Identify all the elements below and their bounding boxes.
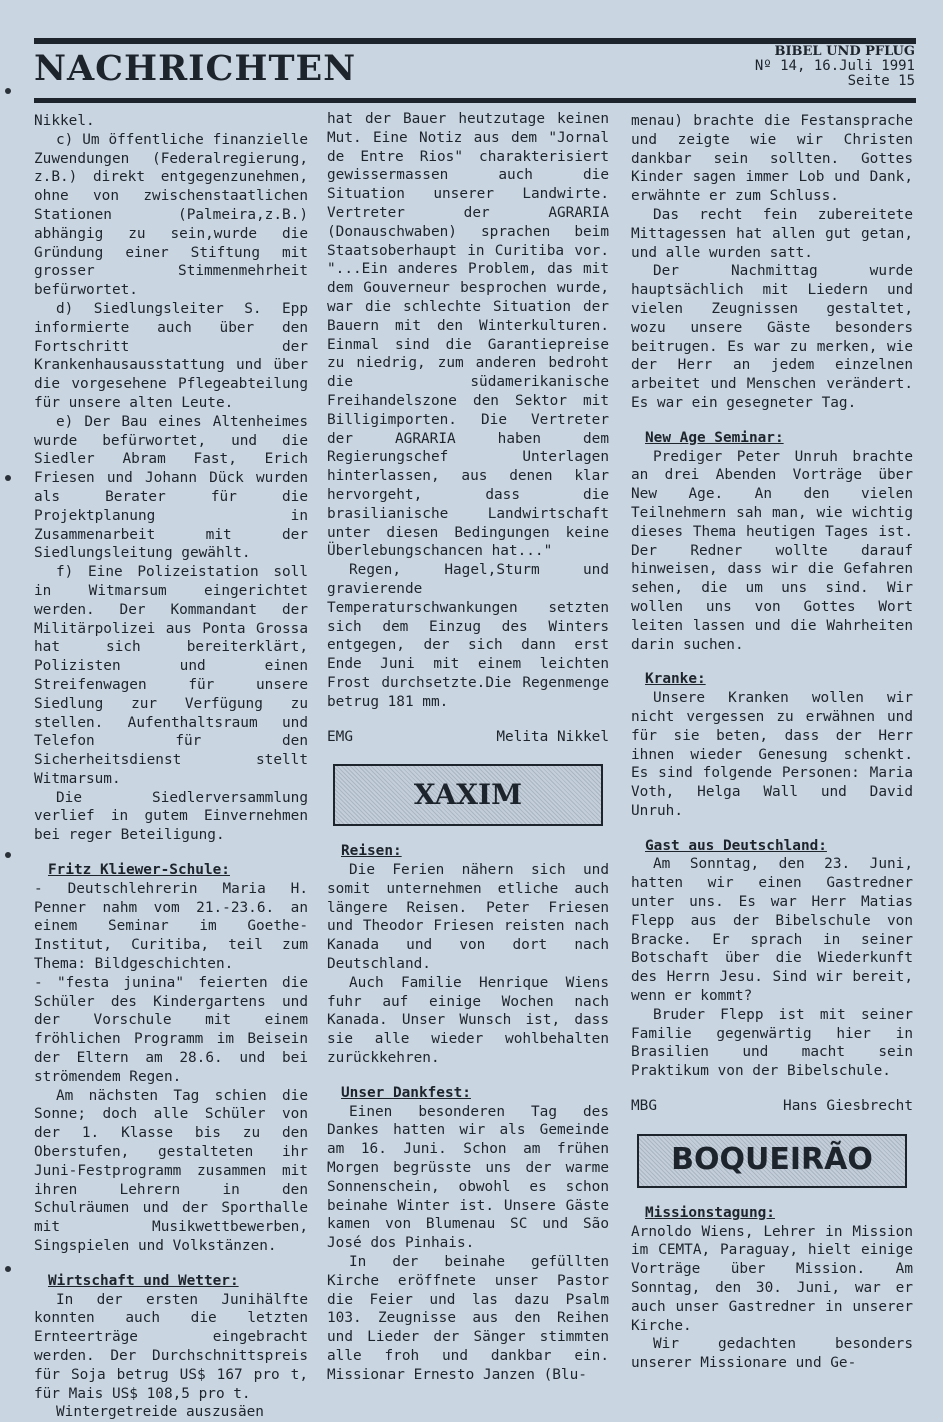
column-1	[34, 112, 308, 1422]
paragraph: Wintergetreide auszusäen	[56, 1404, 264, 1421]
section-heading: Reisen:	[341, 843, 402, 860]
section-title: NACHRICHTEN	[34, 48, 357, 89]
paragraph: In der beinahe gefüllten Kirche eröffnete unser Pastor die Feier und las dazu Psalm 103. Zeugnisse aus den Reihen und Lieder der Sänger stimmten alle froh und dankbar ein. Missionar Ernesto Janzen (Blu-	[327, 1254, 609, 1383]
section-heading: Fritz Kliewer-Schule:	[48, 862, 230, 879]
paragraph: Am Sonntag, den 23. Juni, hatten wir einen Gastredner unter uns. Es war Herr Matias Flepp aus der Bibelschule von Bracke. Er sprach in seiner Botschaft über die Wiederkunft des Herrn Jesu. Sind wir bereit, wenn er kommt?	[631, 856, 913, 1005]
paragraph: Die Siedlerversammlung verlief in gutem Einvernehmen bei reger Beteiligung.	[34, 789, 308, 844]
punch-hole	[5, 88, 11, 94]
paragraph: f) Eine Polizeistation soll in Witmarsum eingerichtet werden. Der Kommandant der Militärpolizei aus Ponta Grossa hat sich bereiterklärt, Polizisten und einen Streifenwagen für unsere Siedlung zur Verfügung zu stellen. Aufenthaltsraum und Telefon für den Sicherheitsdienst stellt Witmarsum.	[34, 564, 308, 787]
signature-author: Melita Nikkel	[496, 728, 609, 745]
paragraph: Die Ferien nähern sich und somit unternehmen etliche auch längere Reisen. Peter Friesen und Theodor Friesen reisten nach Kanada und von dort nach Deutschland.	[327, 862, 609, 973]
paragraph: hat der Bauer heutzutage keinen Mut. Eine Notiz aus dem "Jornal de Entre Rios" charakterisiert gewissermassen auch die Situation unserer Landwirte. Vertreter der AGRARIA (Donauschwaben) sprachen beim Staatsoberhaupt in Curitiba vor. "...Ein anderes Problem, das mit dem Gouverneur besprochen wurde, war die schlechte Situation der Bauern mit den Winterkulturen. Einmal sind die Garantiepreise zu niedrig, zum anderen bedroht die südamerikanische Freihandelszone den Sektor mit Billigimporten. Die Vertreter der AGRARIA haben dem Regierungschef Unterlagen hinterlassen, aus denen klar hervorgeht, dass die brasilianische Landwirtschaft unter diesen Bedingungen keine Überlebungschancen hat..."	[327, 111, 609, 560]
signature-line	[631, 1097, 913, 1116]
paragraph: Arnoldo Wiens, Lehrer in Mission im CEMTA, Paraguay, hielt einige Vorträge über Mission. Am Sonntag, den 30. Juni, war er auch unser Gastredner in unserer Kirche.	[631, 1223, 913, 1334]
masthead-rule-bottom	[34, 98, 916, 103]
column-3	[631, 112, 913, 1373]
column-2	[327, 110, 609, 1385]
signature-abbrev: EMG	[327, 728, 353, 745]
section-heading: Unser Dankfest:	[341, 1084, 471, 1101]
section-heading: Kranke:	[645, 671, 706, 688]
paragraph: Nikkel.	[34, 113, 95, 129]
section-heading: Wirtschaft und Wetter:	[48, 1272, 239, 1289]
paragraph: Bruder Flepp ist mit seiner Familie gegenwärtig hier in Brasilien und macht sein Praktikum von der Bibelschule.	[631, 1006, 913, 1080]
issue-info	[755, 44, 915, 89]
paragraph: Wir gedachten besonders unserer Missionare und Ge-	[631, 1336, 913, 1372]
paragraph: menau) brachte die Festansprache und zeigte wie wir Christen dankbar sein sollten. Gottes Kinder sagen immer Lob und Dank, erwähnte er zum Schluss.	[631, 113, 913, 205]
paragraph: Das recht fein zubereitete Mittagessen hat allen gut getan, und alle wurden satt.	[631, 206, 913, 261]
page-number: Seite 15	[847, 73, 915, 89]
section-banner: XAXIM	[333, 764, 603, 826]
publication-name: BIBEL UND PFLUG	[774, 44, 915, 59]
paragraph: Unsere Kranken wollen wir nicht vergessen zu erwähnen und für sie beten, dass der Herr ihnen wieder Genesung schenkt. Es sind folgende Personen: Maria Voth, Helga Wall und David Unruh.	[631, 690, 913, 819]
punch-hole	[5, 852, 11, 858]
paragraph: In der ersten Junihälfte konnten auch die letzten Ernteerträge eingebracht werden. Der Durchschnittspreis für Soja betrug US$ 167 pro t, für Mais US$ 108,5 pro t.	[34, 1291, 308, 1402]
section-banner: BOQUEIRÃO	[637, 1134, 907, 1188]
paragraph: Regen, Hagel,Sturm und gravierende Temperaturschwankungen setzten sich dem Einzug des Winters entgegen, der sich dann erst Ende Juni mit einem leichten Frost durchsetzte.Die Regenmenge betrug 181 mm.	[327, 562, 609, 710]
paragraph: - "festa junina" feierten die Schüler des Kindergartens und der Vorschule mit einem fröhlichen Programm im Beisein der Eltern am 28.6. und bei strömendem Regen.	[34, 974, 308, 1085]
paragraph: Einen besonderen Tag des Dankes hatten wir als Gemeinde am 16. Juni. Schon am frühen Morgen begrüsste uns der warme Sonnenschein, obwohl es schon beinahe Winter ist. Unsere Gäste kamen von Blumenau SC und São José dos Pinhais.	[327, 1103, 609, 1252]
paragraph: e) Der Bau eines Altenheimes wurde befürwortet, und die Siedler Abram Fast, Erich Friesen und Johann Dück wurden als Berater für die Projektplanung in Zusammenarbeit mit der Siedlungsleitung gewählt.	[34, 413, 308, 562]
signature-author: Hans Giesbrecht	[783, 1098, 913, 1115]
paragraph: d) Siedlungsleiter S. Epp informierte auch über den Fortschritt der Krankenhausausstattung und über die vorgesehene Pflegeabteilung für unsere alten Leute.	[34, 300, 308, 411]
signature-line	[327, 728, 609, 747]
paragraph: c) Um öffentliche finanzielle Zuwendungen (Federalregierung, z.B.) direkt entgegenzunehmen, ohne von zwischenstaatlichen Stationen (Palmeira,z.B.) abhängig zu sein,wurde die Gründung einer Stiftung mit grosser Stimmenmehrheit befürwortet.	[34, 131, 308, 299]
section-heading: New Age Seminar:	[645, 429, 784, 446]
paragraph: - Deutschlehrerin Maria H. Penner nahm vom 21.-23.6. an einem Seminar im Goethe-Institut, Curitiba, teil zum Thema: Bildgeschichten.	[34, 880, 308, 973]
signature-abbrev: MBG	[631, 1098, 657, 1115]
issue-number: Nº 14, 16.Juli 1991	[754, 58, 915, 74]
paragraph: Am nächsten Tag schien die Sonne; doch alle Schüler von der 1. Klasse bis zu den Oberstufen, gestalteten ihr Juni-Festprogramm zusammen mit ihren Lehrern in den Schulräumen und der Sporthalle mit Musikwettbewerben, Singspielen und Volkstänzen.	[34, 1087, 308, 1255]
punch-hole	[5, 475, 11, 481]
paragraph: Auch Familie Henrique Wiens fuhr auf einige Wochen nach Kanada. Unser Wunsch ist, dass sie alle wieder wohlbehalten zurückkehren.	[327, 974, 609, 1067]
section-heading: Gast aus Deutschland:	[645, 837, 827, 854]
punch-hole	[5, 1266, 11, 1272]
paragraph: Der Nachmittag wurde hauptsächlich mit Liedern und vielen Zeugnissen gestaltet, wozu unsere Gäste besonders beitrugen. Es war zu merken, wie der Herr an jedem einzelnen arbeitet und Menschen verändert. Es war ein gesegneter Tag.	[631, 263, 913, 411]
section-heading: Missionstagung:	[645, 1204, 775, 1221]
paragraph: Prediger Peter Unruh brachte an drei Abenden Vorträge über New Age. An den vielen Teilnehmern sah man, wie wichtig dieses Thema heutigen Tages ist. Der Redner wollte darauf hinweisen, dass wir die Gefahren sehen, die um uns sind. Wir wollen uns von Gottes Wort leiten lassen und die Wahrheiten darin suchen.	[631, 448, 913, 653]
